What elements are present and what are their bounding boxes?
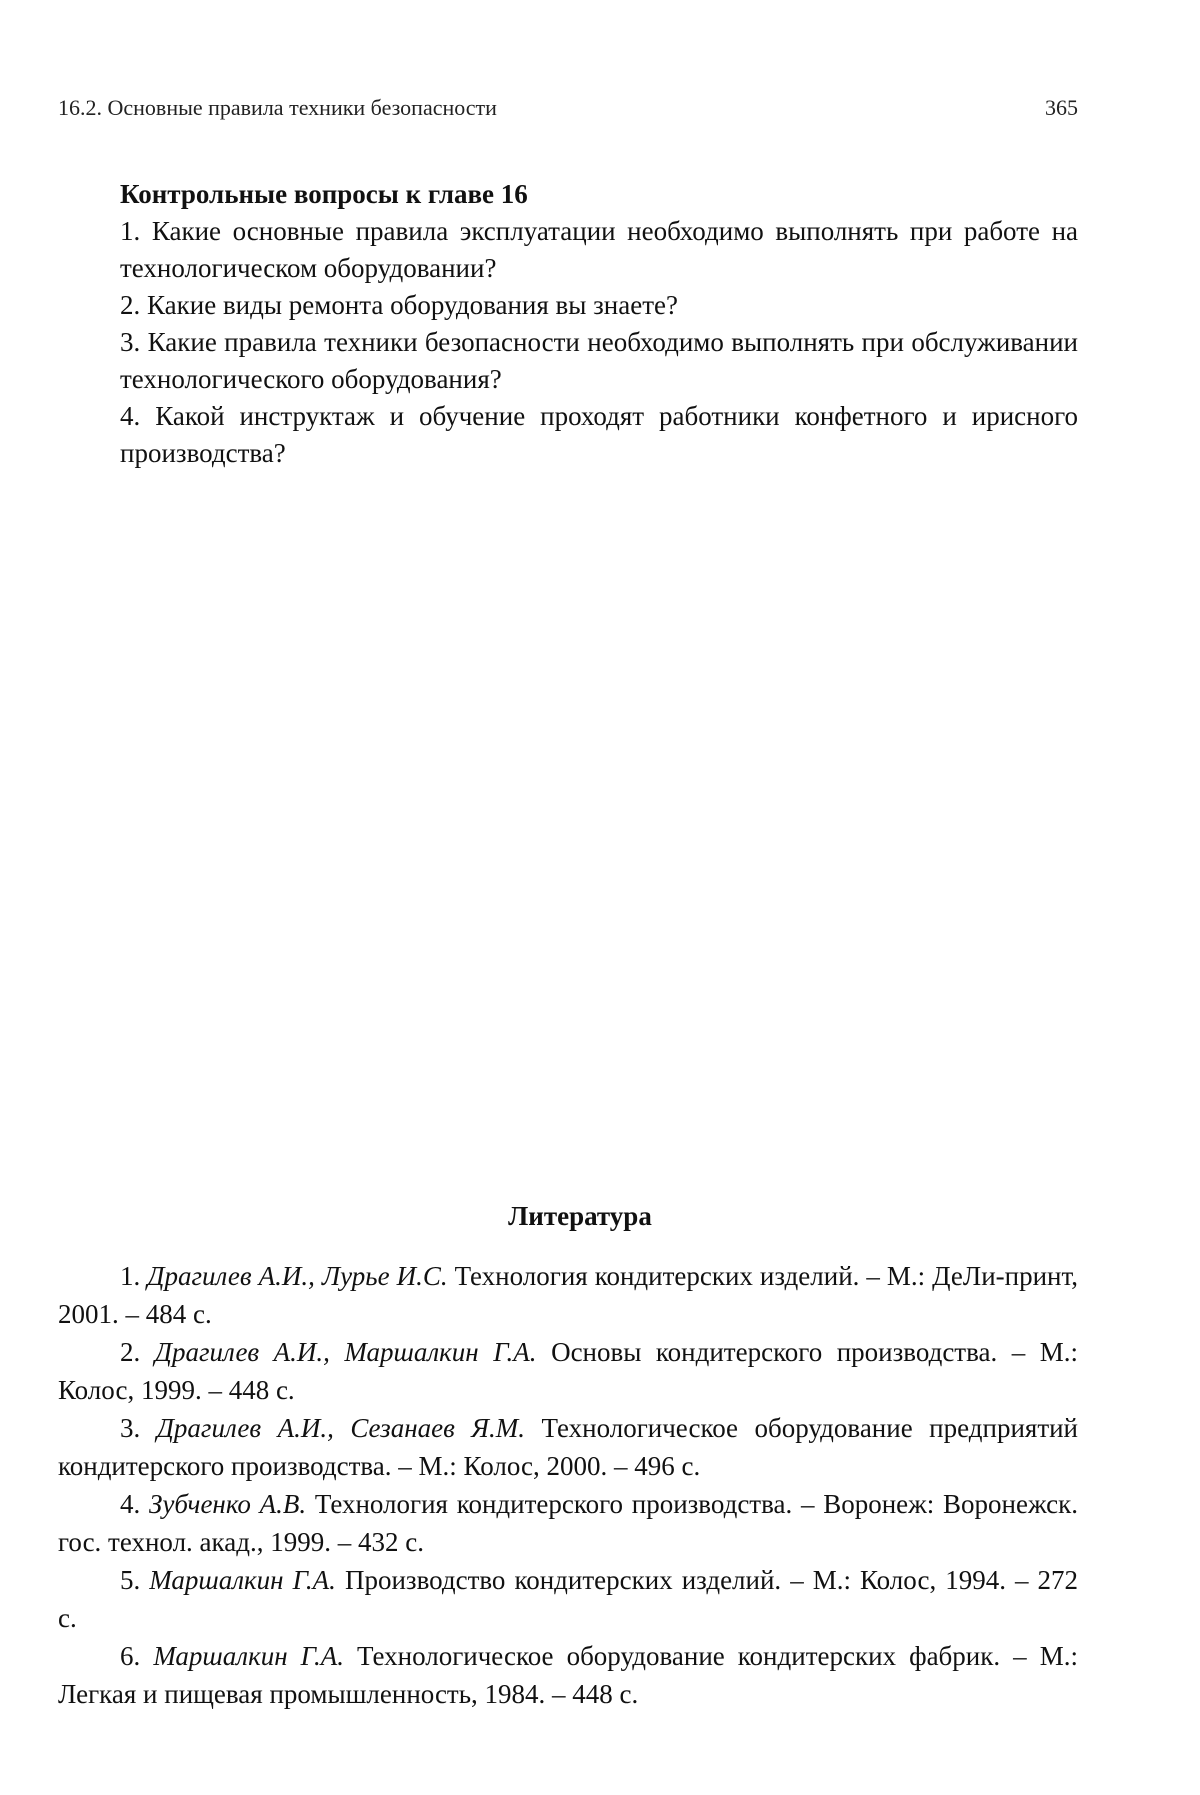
entry-number: 1. <box>120 1261 141 1291</box>
entry-text: Производство кондитерских изделий. – М.: Колос, 1994. – 272 с. <box>58 1565 1079 1633</box>
bibliography-entry-6 <box>58 1637 1078 1713</box>
review-question-4: 4. Какой инструктаж и обучение проходят работники конфетного и ирисного производства? <box>120 401 1078 468</box>
entry-text: Технология кондитерских изделий. – М.: ДеЛи-принт, 2001. – 484 с. <box>58 1261 1079 1329</box>
bibliography-entry-5 <box>58 1561 1078 1637</box>
entry-authors: Зубченко А.В. <box>148 1489 307 1519</box>
entry-number: 2. <box>120 1337 141 1367</box>
bibliography-block <box>58 1197 1078 1713</box>
entry-text: Основы кондитерского производства. – М.: Колос, 1999. – 448 с. <box>58 1337 1079 1405</box>
entry-text: Технологическое оборудование предприятий кондитерского производства. – М.: Колос, 2000. – 496 с. <box>58 1413 1079 1481</box>
entry-authors: Драгилев А.И., Сезанаев Я.М. <box>156 1413 526 1443</box>
entry-text: Технологическое оборудование кондитерских фабрик. – М.: Легкая и пищевая промышленность, 1984. – 448 с. <box>58 1641 1078 1709</box>
bibliography-entry-1 <box>58 1257 1078 1333</box>
entry-number: 3. <box>120 1413 141 1443</box>
entry-authors: Драгилев А.И., Лурье И.С. <box>147 1261 448 1291</box>
bibliography-entry-3 <box>58 1409 1078 1485</box>
review-question-1: 1. Какие основные правила эксплуатации необходимо выполнять при работе на технологическом оборудовании? <box>120 216 1078 283</box>
review-questions-block <box>120 176 1078 472</box>
entry-authors: Драгилев А.И., Маршалкин Г.А. <box>154 1337 537 1367</box>
review-questions-heading: Контрольные вопросы к главе 16 <box>120 179 528 209</box>
entry-text: Технология кондитерского производства. – Воронеж: Воронежск. гос. технол. акад., 1999. – 432 с. <box>58 1489 1078 1557</box>
entry-number: 5. <box>120 1565 141 1595</box>
entry-number: 6. <box>120 1641 141 1671</box>
bibliography-entry-2 <box>58 1333 1078 1409</box>
running-header-section-title: 16.2. Основные правила техники безопасности <box>58 95 497 120</box>
review-question-2: 2. Какие виды ремонта оборудования вы знаете? <box>120 290 678 320</box>
bibliography-heading: Литература <box>508 1201 652 1231</box>
page-number: 365 <box>1045 95 1078 120</box>
entry-authors: Маршалкин Г.А. <box>153 1641 344 1671</box>
entry-authors: Маршалкин Г.А. <box>149 1565 336 1595</box>
entry-number: 4. <box>120 1489 141 1519</box>
review-question-3: 3. Какие правила техники безопасности необходимо выполнять при обслуживании технологического оборудования? <box>120 327 1078 394</box>
bibliography-entry-4 <box>58 1485 1078 1561</box>
